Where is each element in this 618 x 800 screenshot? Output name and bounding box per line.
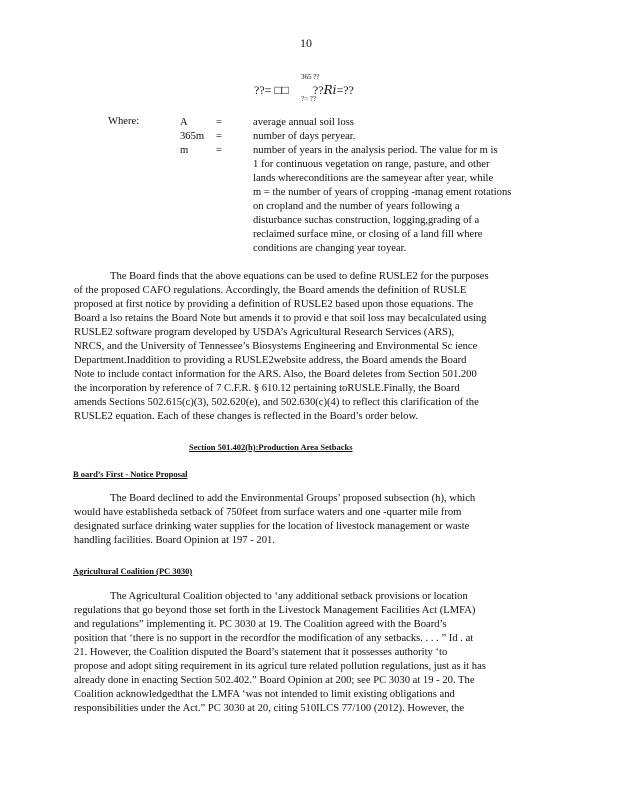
definition-symbol: A (180, 117, 188, 128)
definition-continuation-line: 1 for continuous vegetation on range, pasture, and other (253, 159, 490, 170)
definition-symbol: 365m (180, 131, 205, 142)
paragraph-line: The Board declined to add the Environmental Groups’ proposed subsection (h), which (110, 493, 476, 504)
paragraph-line: Department.Inaddition to providing a RUSLE2website address, the Board amends the Board (74, 355, 467, 366)
paragraph-line: would have establisheda setback of 750feet from surface waters and one -quarter mile from (74, 507, 462, 518)
equation-sum-upper-limit: 365 ?? (301, 73, 320, 81)
definition-symbol: m (180, 145, 189, 156)
subsection-heading-agricultural-coalition: Agricultural Coalition (PC 3030) (73, 566, 193, 576)
paragraph-line: RUSLE2 equation. Each of these changes is reflected in the Board’s order below. (74, 411, 419, 422)
paragraph-line: responsibilities under the Act.” PC 3030 at 20, citing 510ILCS 77/100 (2012). However, the (74, 703, 465, 714)
paragraph-line: proposed at first notice by providing a definition of RUSLE2 based upon those equations. The (74, 299, 474, 310)
paragraph-line: Board a lso retains the Board Note but amends it to provid e that soil loss may becalculated using (74, 313, 487, 324)
definition-text: number of years in the analysis period. The value for m is (253, 145, 498, 156)
paragraph-line: propose and adopt siting requirement in its agricul ture related pollution regulations, just as it has (74, 661, 486, 672)
definition-continuation-line: m = the number of years of cropping -manag ement rotations (253, 187, 512, 198)
definition-equals: = (216, 131, 222, 142)
where-label: Where: (108, 116, 140, 127)
equation-sum-lower-limit: ?= ?? (301, 95, 317, 103)
definition-continuation-line: disturbance suchas construction, logging,grading of a (253, 215, 480, 226)
paragraph-line: RUSLE2 software program developed by USDA’s Agricultural Research Services (ARS), (74, 327, 455, 338)
paragraph-line: 21. However, the Coalition disputed the Board’s statement that it possesses authority ‘to (74, 647, 448, 658)
equation-lhs: ??= (254, 83, 275, 97)
paragraph-line: regulations that go beyond those set forth in the Livestock Management Facilities Act (LMFA) (74, 605, 476, 616)
page-number: 10 (300, 36, 312, 50)
paragraph-line: already done in enacting Section 502.402.” Board Opinion at 200; see PC 3030 at 19 - 20. The (74, 675, 475, 686)
subsection-heading-board-proposal: B oard’s First - Notice Proposal (73, 469, 188, 479)
equation-box-glyph: □□ (274, 83, 289, 97)
paragraph-line: of the proposed CAFO regulations. Accordingly, the Board amends the definition of RUSLE (74, 285, 467, 296)
paragraph-line: The Board finds that the above equations can be used to define RUSLE2 for the purposes (110, 271, 489, 282)
definition-text: number of days peryear. (253, 131, 356, 142)
paragraph-line: Coalition acknowledgedthat the LMFA ‘was not intended to limit existing obligations and (74, 689, 455, 700)
paragraph-line: amends Sections 502.615(c)(3), 502.620(e), and 502.630(c)(4) to reflect this clarification of the (74, 397, 479, 408)
equation-rhs: ??𝑅𝑖=?? (312, 83, 354, 97)
definition-continuation-line: reclaimed surface mine, or closing of a land fill where (253, 229, 483, 240)
paragraph-line: Note to include contact information for the ARS. Also, the Board deletes from Section 501.200 (74, 369, 477, 380)
definition-equals: = (216, 145, 222, 156)
definition-continuation-line: conditions are changing year toyear. (253, 243, 407, 254)
definition-text: average annual soil loss (253, 117, 354, 128)
paragraph-line: the incorporation by reference of 7 C.F.R. § 610.12 pertaining toRUSLE.Finally, the Board (74, 383, 460, 394)
paragraph-line: designated surface drinking water supplies for the location of livestock management or waste (74, 521, 470, 532)
paragraph-line: NRCS, and the University of Tennessee’s Biosystems Engineering and Environmental Sc ience (74, 341, 478, 352)
paragraph-line: The Agricultural Coalition objected to ‘any additional setback provisions or location (110, 591, 468, 602)
definition-continuation-line: on cropland and the number of years following a (253, 201, 460, 212)
paragraph-line: handling facilities. Board Opinion at 197 - 201. (74, 535, 275, 546)
definition-equals: = (216, 117, 222, 128)
definition-continuation-line: lands whereconditions are the sameyear after year, while (253, 173, 494, 184)
section-heading: Section 501.402(h):Production Area Setbacks (189, 442, 353, 452)
paragraph-line: position that ‘there is no support in the recordfor the modification of any setbacks. . . . ” Id . at (74, 633, 474, 644)
paragraph-line: and regulations” implementing it. PC 3030 at 19. The Coalition agreed with the Board’s (74, 619, 447, 630)
